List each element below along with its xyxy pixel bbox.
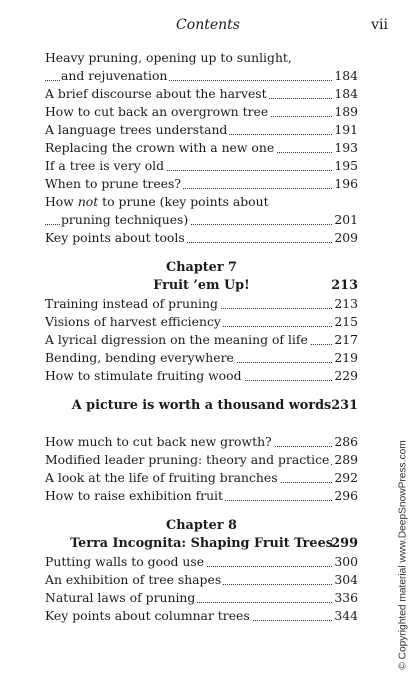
toc-entry: Key points about columnar trees 344 <box>45 608 358 623</box>
toc-entry: How to raise exhibition fruit 296 <box>45 488 358 503</box>
toc-entry: and rejuvenation 184 <box>45 67 358 85</box>
chapter-title: Fruit ’em Up! 213 <box>153 278 358 293</box>
toc-entry: Modified leader pruning: theory and practice 289 <box>45 452 358 467</box>
toc-entry: When to prune trees? 196 <box>45 176 358 191</box>
toc-entry: How not to prune (key points about <box>45 194 269 209</box>
toc-section-a <box>45 49 358 625</box>
chapter-label: Chapter 8 <box>166 518 237 533</box>
chapter-label: Chapter 7 <box>166 260 237 275</box>
toc-entry: How to cut back an overgrown tree 189 <box>45 104 358 119</box>
toc-entry: A language trees understand 191 <box>45 122 358 137</box>
toc-entry: An exhibition of tree shapes 304 <box>45 572 358 587</box>
copyright-margin <box>396 0 410 696</box>
insert-heading: A picture is worth a thousand words 231 <box>71 398 358 413</box>
toc-entry: Visions of harvest efficiency 215 <box>45 314 358 329</box>
running-title: Contents <box>176 17 240 33</box>
toc-entry: pruning techniques) 201 <box>45 211 358 229</box>
toc-entry: A brief discourse about the harvest 184 <box>45 86 358 101</box>
toc-entry: How much to cut back new growth? 286 <box>45 434 358 449</box>
toc-entry: How to stimulate fruiting wood 229 <box>45 368 358 383</box>
toc-entry: Natural laws of pruning 336 <box>45 590 358 605</box>
toc-entry: Heavy pruning, opening up to sunlight, <box>45 50 292 65</box>
toc-entry: A lyrical digression on the meaning of life 217 <box>45 332 358 347</box>
toc-entry: Putting walls to good use 300 <box>45 554 358 569</box>
chapter-title: Terra Incognita: Shaping Fruit Trees 299 <box>70 536 358 551</box>
toc-entry: If a tree is very old 195 <box>45 158 358 173</box>
toc-entry: Key points about tools 209 <box>45 230 358 245</box>
toc-entry: A look at the life of fruiting branches 292 <box>45 470 358 485</box>
page-number: vii <box>371 17 388 33</box>
toc-entry: Replacing the crown with a new one 193 <box>45 140 358 155</box>
copyright-note: © Copyrighted material www.DeepSnowPress.com <box>397 440 409 670</box>
page-header <box>0 17 416 37</box>
toc-entry: Training instead of pruning 213 <box>45 296 358 311</box>
toc-entry: Bending, bending everywhere 219 <box>45 350 358 365</box>
